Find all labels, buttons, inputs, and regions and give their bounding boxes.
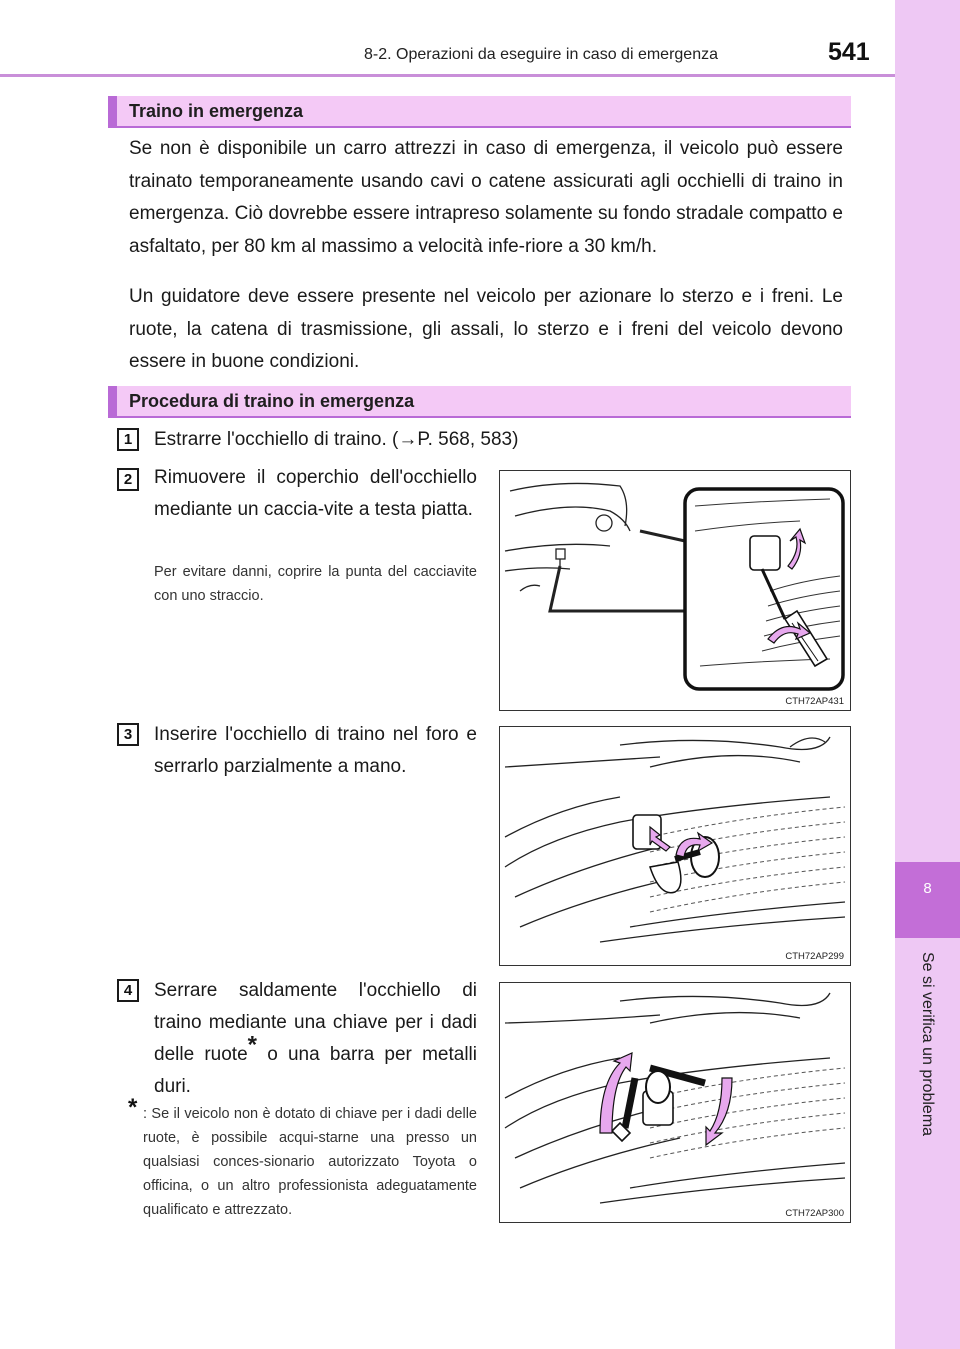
paragraph: Un guidatore deve essere presente nel veicolo per azionare lo sterzo e i freni. Le ruote, la catena di trasmissione, gli assali, lo sterzo e i freni del veicolo devono essere in buone condizioni. [129, 286, 843, 372]
footnote-mark: * [128, 1094, 138, 1121]
chapter-title: Se si verifica un problema [919, 951, 936, 1137]
footnote-asterisk: * [247, 1031, 257, 1059]
step-number-2: 2 [117, 468, 139, 491]
chapter-number-box [895, 862, 960, 938]
figure-code: CTH72AP431 [785, 696, 844, 707]
figure-remove-cover [499, 470, 851, 711]
section-title-box [108, 96, 851, 128]
figure-code: CTH72AP299 [785, 951, 844, 962]
chapter-side-tab [895, 0, 960, 1349]
illustration-insert-eyelet [500, 727, 850, 965]
illustration-tighten-wrench [500, 983, 850, 1222]
step-3-text: Inserire l'occhiello di traino nel foro e serrarlo parzialmente a mano. [154, 724, 477, 777]
step-2-note: Per evitare danni, coprire la punta del cacciavite con uno straccio. [154, 564, 477, 604]
step-4-text-part: Serrare saldamente l'occhiello di traino mediante una chiave per i dadi delle ruote [154, 980, 477, 1065]
figure-insert-eyelet [499, 726, 851, 966]
section-title-box [108, 386, 851, 418]
step-4-text-part: o una barra per metalli duri. [154, 1044, 477, 1097]
figure-code: CTH72AP300 [785, 1208, 844, 1219]
step-1-text: Estrarre l'occhiello di traino. (→P. 568, 583) [154, 429, 519, 450]
step-number-3: 3 [117, 723, 139, 746]
step-2-text: Rimuovere il coperchio dell'occhiello mediante un caccia-vite a testa piatta. [154, 467, 477, 520]
step-number-4: 4 [117, 979, 139, 1002]
illustration-screwdriver-cover [500, 471, 850, 710]
footnote-text: : Se il veicolo non è dotato di chiave per i dadi delle ruote, è possibile acqui-starne una presso un qualsiasi conces-sionario autorizzato Toyota o officina, o un altro professionista adeguatamente qualificato e attrezzato. [143, 1106, 477, 1218]
paragraph: Se non è disponibile un carro attrezzi in caso di emergenza, il veicolo può essere trainato temporaneamente usando cavi o catene assicurati agli occhielli di traino in emergenza. Ciò dovrebbe essere intrapreso solamente su fondo stradale compatto e asfaltato, per 80 km al massimo a velocità infe-riore a 30 km/h. [129, 138, 843, 257]
page-number: 541 [828, 38, 870, 66]
header-rule [0, 74, 895, 77]
chapter-number: 8 [923, 880, 932, 897]
section-title: Procedura di traino in emergenza [129, 391, 415, 411]
step-number-1: 1 [117, 428, 139, 451]
running-header-section: 8-2. Operazioni da eseguire in caso di emergenza [364, 46, 718, 63]
section-title: Traino in emergenza [129, 101, 304, 121]
step-4-text [154, 975, 477, 1103]
figure-tighten-eyelet [499, 982, 851, 1223]
